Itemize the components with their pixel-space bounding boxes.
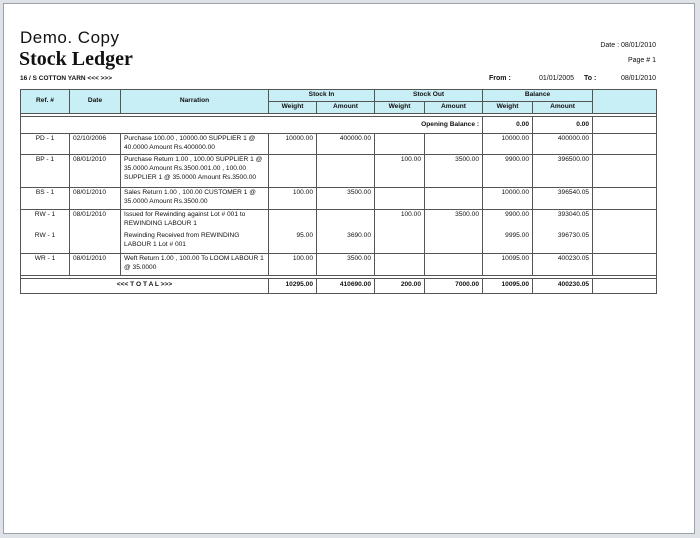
table-row: BP - 1 08/01/2010 Purchase Return 1.00 , 100.00 SUPPLIER 1 @ 35.0000 Amount Rs.3500.001.00 , 100.00 SUPPLIER 1 @ 35.0000 Amount Rs.3500.00 100.00 3500.00 9900.00 396500.00	[21, 154, 657, 187]
total-bal-weight: 10095.00	[483, 278, 533, 293]
total-row	[21, 278, 657, 293]
col-in-amount: Amount	[317, 102, 375, 114]
table-row: RW - 1 08/01/2010 Issued for Rewinding against Lot # 001 to REWINDING LABOUR 1 100.00 3500.00 9900.00 393040.05	[21, 209, 657, 231]
report-date: Date : 08/01/2010	[600, 42, 656, 49]
opening-balance-row	[21, 117, 657, 134]
col-balance: Balance	[483, 90, 593, 102]
total-bal-amount: 400230.05	[533, 278, 593, 293]
to-label: To :	[584, 75, 597, 82]
item-name: 16 / S COTTON YARN <<< >>>	[20, 75, 113, 82]
col-out-amount: Amount	[425, 102, 483, 114]
total-out-amount: 7000.00	[425, 278, 483, 293]
total-out-weight: 200.00	[375, 278, 425, 293]
opening-balance-label: Opening Balance :	[21, 117, 483, 134]
total-in-amount: 410690.00	[317, 278, 375, 293]
col-out-weight: Weight	[375, 102, 425, 114]
total-in-weight: 10295.00	[269, 278, 317, 293]
table-row: WR - 1 08/01/2010 Weft Return 1.00 , 100.00 To LOOM LABOUR 1 @ 35.0000 100.00 3500.00 10095.00 400230.05	[21, 253, 657, 275]
opening-weight: 0.00	[483, 117, 533, 134]
table-row: RW - 1 Rewinding Received from REWINDING LABOUR 1 Lot # 001 95.00 3690.00 9995.00 396730.05	[21, 231, 657, 253]
col-stock-in: Stock In	[269, 90, 375, 102]
col-stock-out: Stock Out	[375, 90, 483, 102]
to-date: 08/01/2010	[620, 75, 656, 82]
col-bal-weight: Weight	[483, 102, 533, 114]
stock-ledger-table	[20, 89, 657, 294]
col-date: Date	[70, 90, 121, 114]
from-label: From :	[489, 75, 511, 82]
page-number: Page # 1	[627, 57, 656, 64]
demo-copy-label: Demo. Copy	[20, 28, 120, 47]
col-in-weight: Weight	[269, 102, 317, 114]
table-row: PD - 1 02/10/2006 Purchase 100.00 , 10000.00 SUPPLIER 1 @ 40.0000 Amount Rs.400000.00 10000.00 400000.00 10000.00 400000.00	[21, 134, 657, 155]
col-bal-amount: Amount	[533, 102, 593, 114]
col-narration: Narration	[121, 90, 269, 114]
report-sheet	[3, 3, 695, 534]
col-extra	[593, 90, 657, 114]
col-ref: Ref. #	[21, 90, 70, 114]
opening-amount: 0.00	[533, 117, 593, 134]
total-label: <<< T O T A L >>>	[21, 278, 269, 293]
table-row: BS - 1 08/01/2010 Sales Return 1.00 , 100.00 CUSTOMER 1 @ 35.0000 Amount Rs.3500.00 100.00 3500.00 10000.00 396540.05	[21, 187, 657, 209]
from-date: 01/01/2005	[539, 75, 575, 82]
page-title: Stock Ledger	[19, 48, 133, 70]
